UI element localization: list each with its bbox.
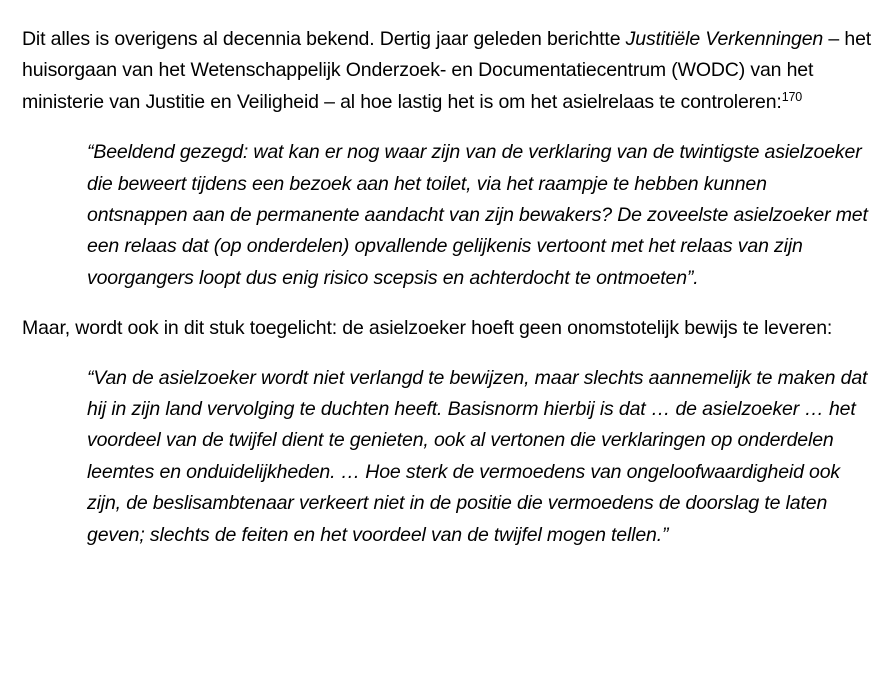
- intro-text-before: Dit alles is overigens al decennia bekend. Dertig jaar geleden berichtte: [22, 28, 626, 50]
- explanation-paragraph: Maar, wordt ook in dit stuk toegelicht: de asielzoeker hoeft geen onomstotelijk bewijs te leveren:: [22, 317, 833, 340]
- document-page: [22, 24, 872, 551]
- intro-paragraph: [22, 24, 872, 118]
- footnote-reference[interactable]: 170: [781, 89, 803, 104]
- intro-text-after: – het huisorgaan van het Wetenschappelijk Onderzoek- en Documentatiecentrum (WODC) van het ministerie van Justitie en Veiligheid – al hoe lastig het is om het asielrelaas te controleren:: [22, 28, 872, 113]
- block-quote-1: “Beeldend gezegd: wat kan er nog waar zijn van de verklaring van de twintigste asielzoeker die beweert tijdens een bezoek aan het toilet, via het raampje te hebben kunnen ontsnappen aan de permanente aandacht van zijn bewakers? De zoveelste asielzoeker met een relaas dat (op onderdelen) opvallende gelijkenis vertoont met het relaas van zijn voorgangers loopt dus enig risico scepsis en achterdocht te ontmoeten”.: [87, 141, 868, 289]
- journal-title: Justitiële Verkenningen: [625, 28, 824, 50]
- block-quote-2: “Van de asielzoeker wordt niet verlangd te bewijzen, maar slechts aannemelijk te maken dat hij in zijn land vervolging te duchten heeft. Basisnorm hierbij is dat … de asielzoeker … het voordeel van de twijfel dient te genieten, ook al vertonen die verklaringen op onderdelen leemtes en onduidelijkheden. … Hoe sterk de vermoedens van ongeloofwaardigheid ook zijn, de beslisambtenaar verkeert niet in de positie die vermoedens de doorslag te laten geven; slechts de feiten en het voordeel van de twijfel mogen tellen.”: [87, 366, 868, 546]
